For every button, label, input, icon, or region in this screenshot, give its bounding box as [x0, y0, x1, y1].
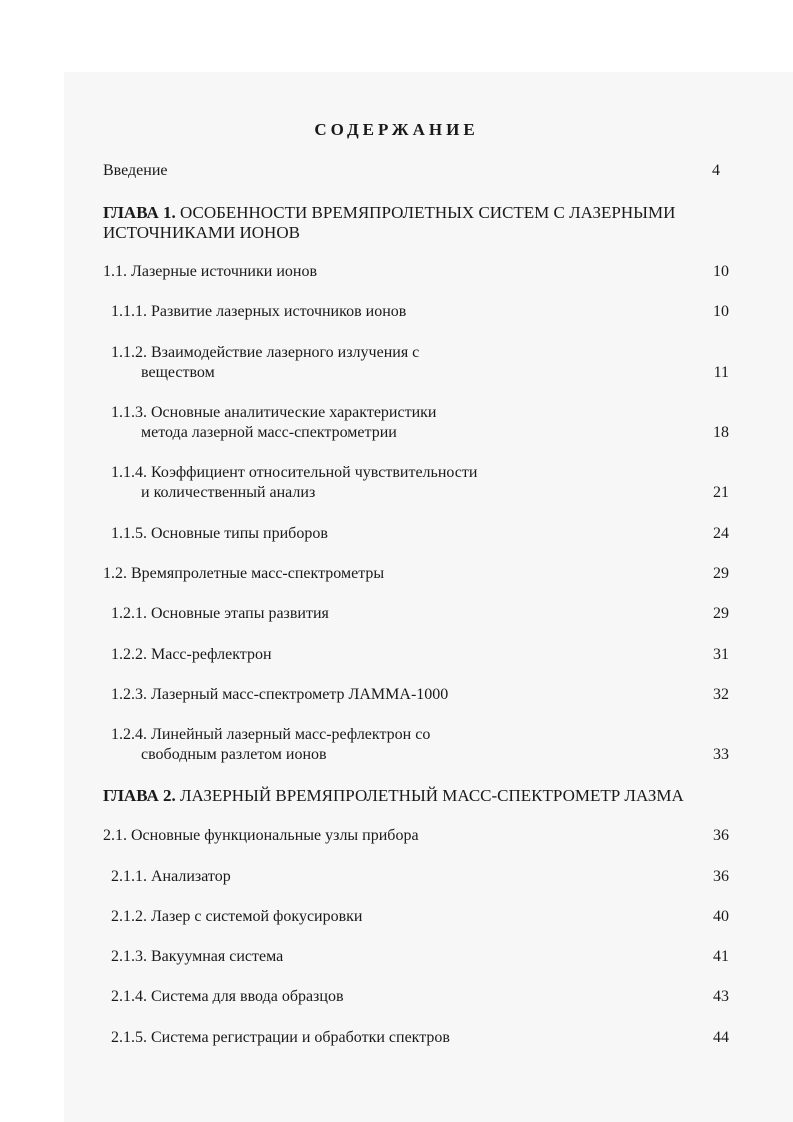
toc-entry-1-1-3	[111, 403, 436, 443]
toc-entry-1-2-4	[111, 725, 430, 765]
page-title: СОДЕРЖАНИЕ	[314, 120, 479, 139]
toc-page-1-2: 29	[713, 565, 729, 582]
toc-entry-1-2-2: 1.2.2. Масс-рефлектрон	[111, 646, 272, 663]
chapter-2-title-line1: ЛАЗЕРНЫЙ ВРЕМЯПРОЛЕТНЫЙ МАСС-СПЕКТРОМЕТР ЛАЗМА	[180, 786, 684, 805]
toc-page-1-1-3: 18	[713, 424, 729, 441]
toc-entry-1-1-4-line1: 1.1.4. Коэффициент относительной чувствительности	[111, 464, 478, 481]
toc-entry-1-1-1: 1.1.1. Развитие лазерных источников ионов	[111, 303, 407, 320]
toc-page-1-2-3: 32	[713, 686, 729, 703]
toc-entry-intro: Введение	[103, 162, 168, 179]
chapter-1-title-line2: ИСТОЧНИКАМИ ИОНОВ	[103, 223, 300, 242]
chapter-1-prefix: ГЛАВА 1.	[103, 203, 176, 222]
toc-page-2-1-2: 40	[713, 908, 729, 925]
toc-page-1-2-4: 33	[713, 746, 729, 763]
toc-entry-1-1-3-line2: метода лазерной масс-спектрометрии	[141, 424, 397, 441]
toc-entry-1-1-2	[111, 343, 419, 383]
toc-entry-1-2-4-line2: свободным разлетом ионов	[141, 746, 327, 763]
toc-entry-2-1-5: 2.1.5. Система регистрации и обработки спектров	[111, 1029, 450, 1046]
toc-page-1-1-1: 10	[713, 303, 729, 320]
toc-entry-1-1-2-line1: 1.1.2. Взаимодействие лазерного излучения с	[111, 344, 420, 361]
toc-entry-1-2-1: 1.2.1. Основные этапы развития	[111, 605, 329, 622]
toc-entry-2-1-1: 2.1.1. Анализатор	[111, 868, 231, 885]
toc-page-2-1-3: 41	[713, 948, 729, 965]
toc-page-intro: 4	[712, 162, 720, 179]
toc-entry-1-1-4	[111, 463, 477, 503]
toc-entry-1-1: 1.1. Лазерные источники ионов	[103, 263, 318, 280]
toc-entry-2-1-4: 2.1.4. Система для ввода образцов	[111, 988, 344, 1005]
toc-entry-1-2: 1.2. Времяпролетные масс-спектрометры	[103, 565, 385, 582]
toc-page-1-1: 10	[713, 263, 729, 280]
toc-entry-2-1-2: 2.1.2. Лазер с системой фокусировки	[111, 908, 363, 925]
chapter-1-title-line1: ОСОБЕННОСТИ ВРЕМЯПРОЛЕТНЫХ СИСТЕМ С ЛАЗЕРНЫМИ	[180, 203, 676, 222]
toc-entry-1-2-4-line1: 1.2.4. Линейный лазерный масс-рефлектрон со	[111, 726, 431, 743]
toc-page-1-2-1: 29	[713, 605, 729, 622]
toc-entry-1-1-4-line2: и количественный анализ	[141, 484, 316, 501]
chapter-2-prefix: ГЛАВА 2.	[103, 786, 176, 805]
toc-page-2-1: 36	[713, 827, 729, 844]
toc-page-2-1-1: 36	[713, 868, 729, 885]
toc-entry-1-1-3-line1: 1.1.3. Основные аналитические характеристики	[111, 404, 437, 421]
chapter-1-heading	[103, 203, 743, 243]
toc-entry-1-1-2-line2: веществом	[141, 364, 215, 381]
toc-page-1-2-2: 31	[713, 646, 729, 663]
toc-page-1-1-5: 24	[713, 525, 729, 542]
toc-page-1-1-4: 21	[713, 484, 729, 501]
toc-page-2-1-4: 43	[713, 988, 729, 1005]
chapter-2-heading	[103, 786, 743, 806]
toc-entry-2-1: 2.1. Основные функциональные узлы прибора	[103, 827, 419, 844]
toc-page-2-1-5: 44	[713, 1029, 729, 1046]
toc-entry-2-1-3: 2.1.3. Вакуумная система	[111, 948, 284, 965]
toc-entry-1-2-3: 1.2.3. Лазерный масс-спектрометр ЛАММА-1000	[111, 686, 449, 703]
toc-entry-1-1-5: 1.1.5. Основные типы приборов	[111, 525, 328, 542]
toc-page-1-1-2: 11	[713, 364, 729, 381]
